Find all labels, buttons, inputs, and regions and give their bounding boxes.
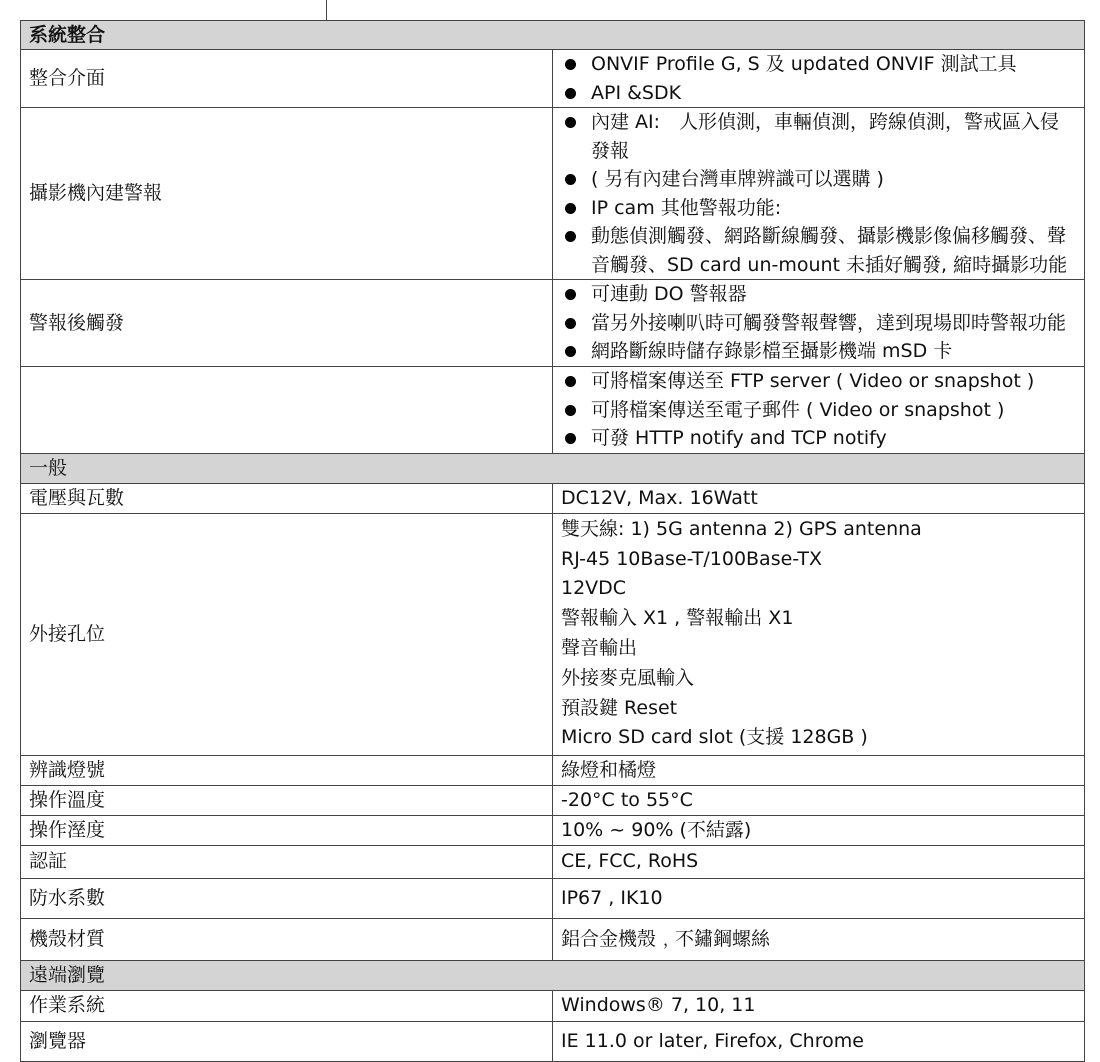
table-row [21,878,1085,918]
table-row [21,785,1085,815]
list-item: ONVIF Profile G, S 及 updated ONVIF 測試工具 [561,50,1076,79]
row-label: 作業系統 [21,990,553,1021]
row-value [553,280,1085,367]
list-item: 網路斷線時儲存錄影檔至攝影機端 mSD 卡 [561,337,1076,366]
bullet-icon [565,203,576,214]
row-label: 電壓與瓦數 [21,483,553,513]
row-value: Windows® 7, 10, 11 [553,990,1085,1021]
row-value [553,108,1085,280]
port-line: 外接麥克風輸入 [561,666,695,689]
list-item: API &SDK [561,79,1076,108]
port-line: 聲音輸出 [561,637,638,659]
row-label: 整合介面 [21,50,553,108]
row-label: 防水系數 [21,878,553,918]
list-item: 當另外接喇叭時可觸發警報聲響，達到現場即時警報功能 [561,309,1076,338]
section-header [21,21,1085,50]
table-row [21,845,1085,878]
row-label: 認証 [21,845,553,878]
port-line: 預設鍵 Reset [561,696,678,719]
port-line: RJ-45 10Base-T/100Base-TX [561,547,823,570]
table-row [21,918,1085,960]
bullet-icon [565,289,576,300]
bullet-icon [565,231,576,242]
row-value: IP67 , IK10 [553,878,1085,918]
port-line: 警報輸入 X1 , 警報輸出 X1 [561,607,794,630]
table-row [21,815,1085,845]
table-row [21,755,1085,785]
row-value: DC12V, Max. 16Watt [553,483,1085,513]
row-value: -20°C to 55°C [553,785,1085,815]
port-line: Micro SD card slot (支援 128GB ) [561,726,868,749]
list-item: ( 另有內建台灣車牌辨識可以選購 ) [561,165,1076,194]
section-header [21,960,1085,990]
row-label: 攝影機內建警報 [21,108,553,280]
section-title: 遠端瀏覽 [21,960,1085,990]
section-title: 系統整合 [21,21,1085,50]
table-row [21,280,1085,367]
table-row [21,367,1085,454]
bullet-icon [565,318,576,329]
table-row [21,483,1085,513]
row-label: 操作溫度 [21,785,553,815]
bullet-icon [565,88,576,99]
row-value [553,50,1085,108]
table-top-line [326,0,327,20]
bullet-icon [565,59,576,70]
bullet-icon [565,346,576,357]
row-value: 綠燈和橘燈 [553,755,1085,785]
row-value: 鋁合金機殼﹐不鏽鋼螺絲 [553,918,1085,960]
table-row [21,1021,1085,1061]
list-item: IP cam 其他警報功能: [561,194,1076,223]
table-row [21,513,1085,755]
section-header [21,453,1085,483]
port-line: 12VDC [561,577,627,600]
bullet-icon [565,433,576,444]
row-label: 瀏覽器 [21,1021,553,1061]
row-label: 操作溼度 [21,815,553,845]
table-row [21,50,1085,108]
list-item: 內建 AI: 人形偵測，車輛偵測，跨線偵測，警戒區入侵發報 [561,108,1076,165]
list-item: 動態偵測觸發、網路斷線觸發、攝影機影像偏移觸發、聲音觸發、SD card un-mount 未插好觸發, 縮時攝影功能 [561,222,1076,279]
row-value: IE 11.0 or later, Firefox, Chrome [553,1021,1085,1061]
table-row [21,990,1085,1021]
spec-table [20,20,1085,1062]
table-row [21,108,1085,280]
row-value [553,513,1085,755]
row-label: 警報後觸發 [21,280,553,367]
bullet-icon [565,174,576,185]
bullet-icon [565,405,576,416]
row-label: 辨識燈號 [21,755,553,785]
bullet-icon [565,376,576,387]
list-item: 可發 HTTP notify and TCP notify [561,424,1076,453]
row-value: 10% ~ 90% (不結露) [553,815,1085,845]
row-label: 機殼材質 [21,918,553,960]
section-title: 一般 [21,453,1085,483]
row-label: 外接孔位 [21,513,553,755]
port-line: 雙天線: 1) 5G antenna 2) GPS antenna [561,517,922,540]
list-item: 可連動 DO 警報器 [561,280,1076,309]
list-item: 可將檔案傳送至電子郵件 ( Video or snapshot ) [561,396,1076,425]
row-label [21,367,553,454]
list-item: 可將檔案傳送至 FTP server ( Video or snapshot ) [561,367,1076,396]
row-value: CE, FCC, RoHS [553,845,1085,878]
bullet-icon [565,117,576,128]
row-value [553,367,1085,454]
